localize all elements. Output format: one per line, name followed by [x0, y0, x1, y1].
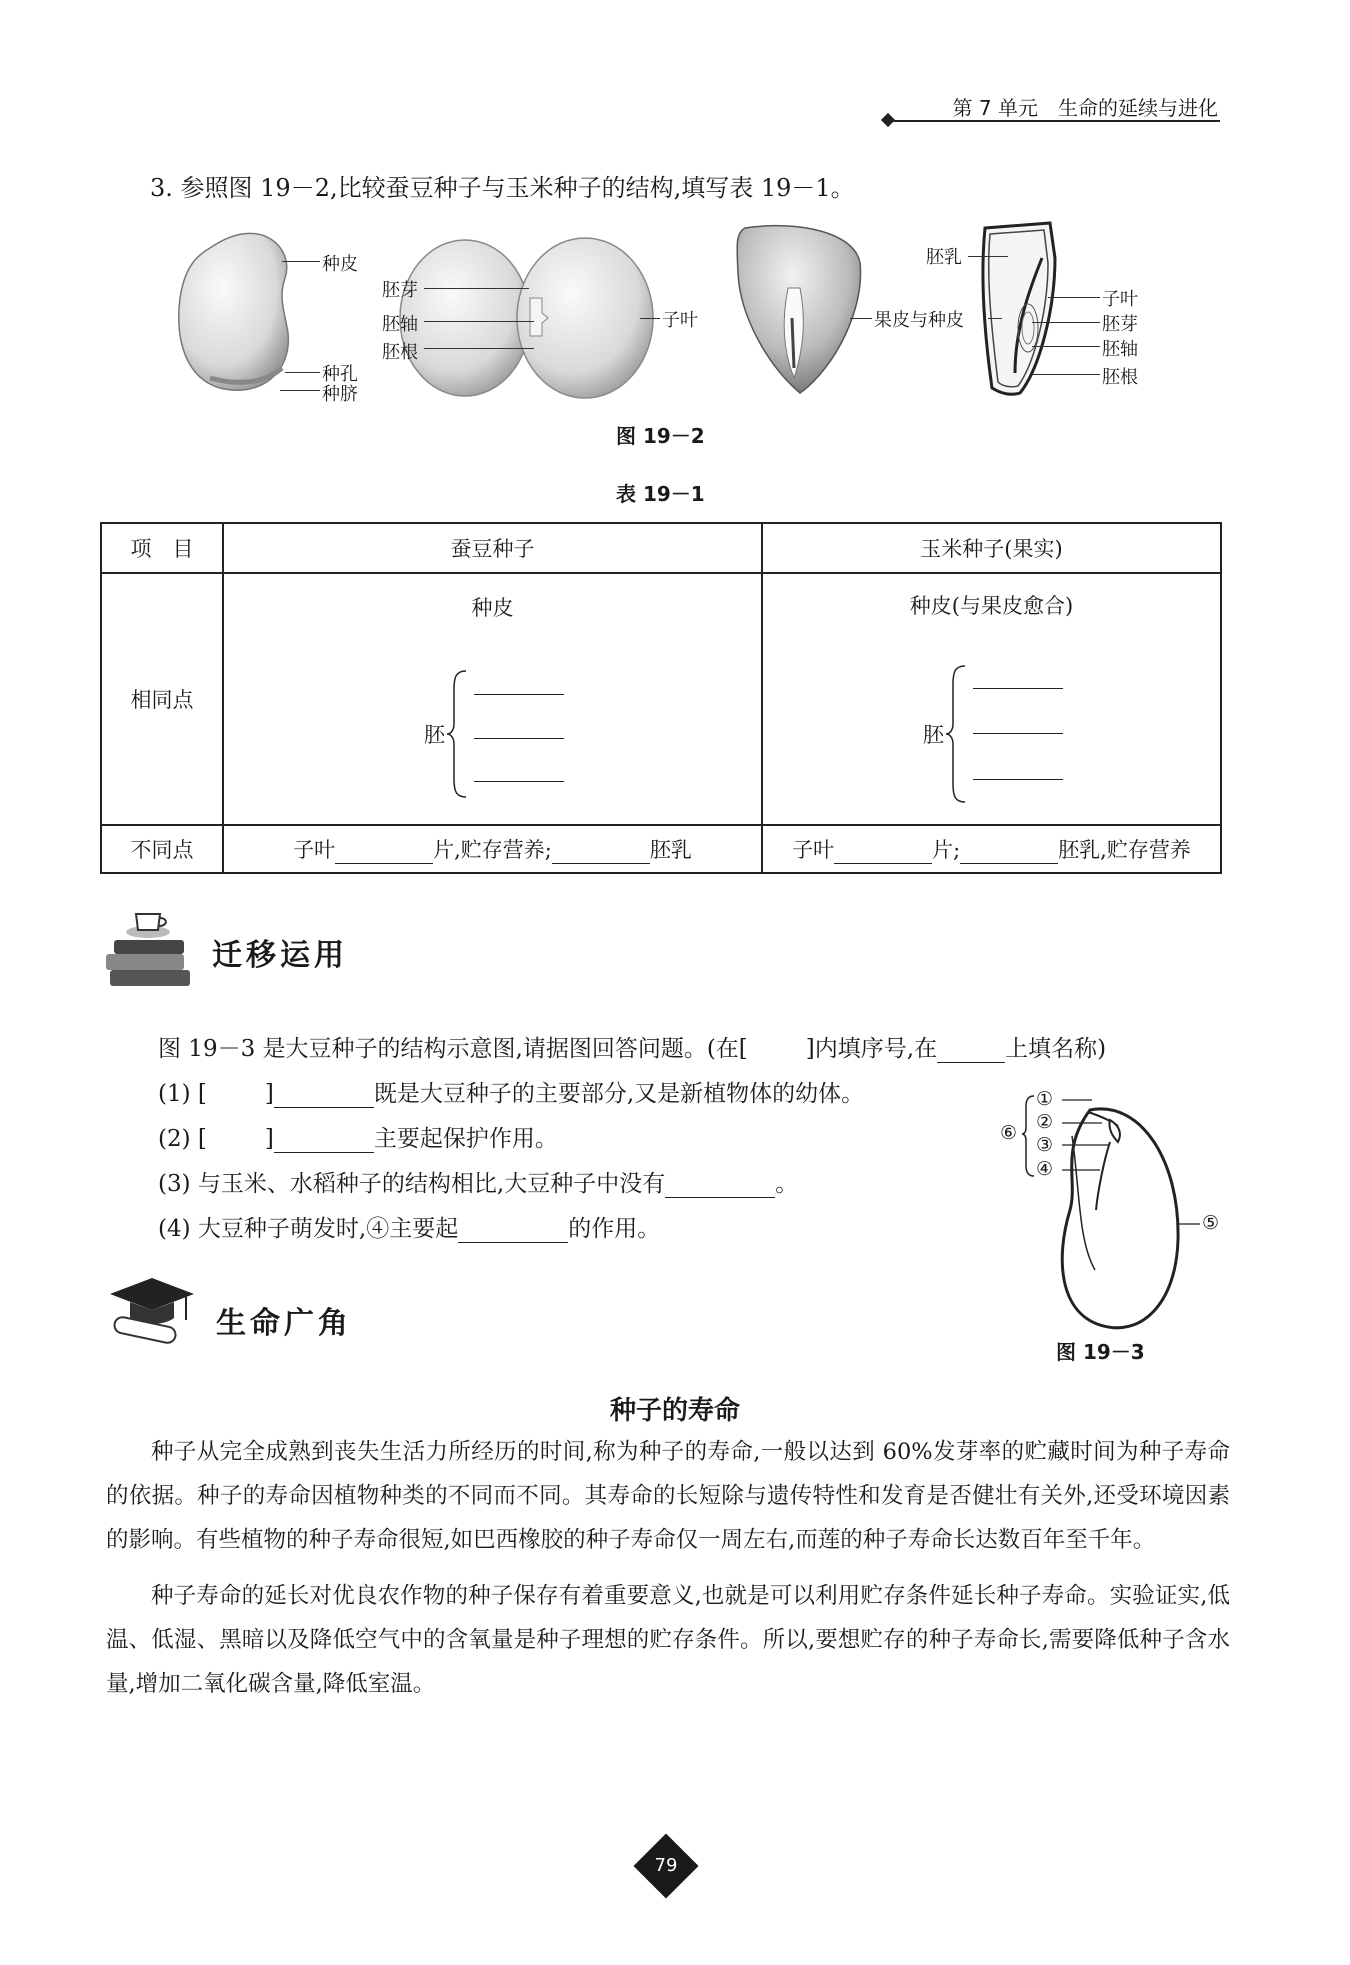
header-corn: 玉米种子(果实)	[762, 523, 1221, 573]
label-1: ①	[1036, 1088, 1054, 1110]
cell-bean-same	[223, 573, 762, 825]
leader-line	[1048, 297, 1100, 298]
essay-paragraph: 种子从完全成熟到丧失生活力所经历的时间,称为种子的寿命,一般以达到 60%发芽率的贮藏时间为种子寿命的依据。种子的寿命因植物种类的不同而不同。其寿命的长短除与遗传特性和发育是否健壮有关外,还受环境因素的影响。有些植物的种子寿命很短,如巴西橡胶的种子寿命仅一周左右,而莲的种子寿命长达数百年至千年。	[106, 1439, 1230, 1553]
row-label-diff: 不同点	[101, 825, 223, 873]
brace-icon	[446, 669, 470, 799]
blank-input[interactable]	[458, 1218, 568, 1243]
leader-line	[282, 261, 320, 262]
leader-line	[424, 321, 534, 322]
leader-line	[424, 288, 529, 289]
leader-line	[424, 348, 534, 349]
transfer-intro: 图 19－3 是大豆种子的结构示意图,请据图回答问题。(在[ ]内填序号,在 上填名称)	[158, 1036, 1107, 1062]
label-6: ⑥	[1000, 1122, 1018, 1144]
question-4: (4) 大豆种子萌发时,④主要起 的作用。	[158, 1216, 661, 1242]
question-2: (2) [ ] 主要起保护作用。	[158, 1126, 558, 1152]
blank-input[interactable]	[834, 843, 932, 864]
page-number: 79	[654, 1855, 678, 1876]
bean-whole-illustration	[179, 233, 289, 390]
soybean-diagram	[1000, 1090, 1230, 1340]
page-number-badge	[633, 1833, 698, 1898]
label-2: ②	[1036, 1111, 1054, 1133]
blank-input[interactable]	[973, 711, 1063, 734]
blank-input[interactable]	[335, 843, 433, 864]
figure-19-3-caption: 图 19－3	[1056, 1340, 1145, 1364]
blank-input[interactable]	[274, 1083, 374, 1108]
corn-section-illustration	[983, 223, 1055, 394]
bean-diff-b: 片,贮存营养;	[433, 838, 552, 862]
bean-diff-c: 胚乳	[649, 838, 692, 862]
label-corn-peigen: 胚根	[1102, 367, 1138, 388]
question-3-transfer: (3) 与玉米、水稻种子的结构相比,大豆种子中没有 。	[158, 1171, 799, 1197]
label-peiya: 胚芽	[382, 280, 418, 301]
label-guopi-zhongpi: 果皮与种皮	[874, 310, 964, 331]
corn-diff-c: 胚乳,贮存营养	[1058, 838, 1191, 862]
header-rule	[890, 120, 1220, 122]
bean-embryo-label: 胚	[424, 723, 445, 747]
label-peizhou: 胚轴	[382, 314, 418, 335]
label-peigen: 胚根	[382, 342, 418, 363]
label-zhongkong: 种孔	[322, 364, 358, 385]
blank-input[interactable]	[973, 757, 1063, 780]
blank-input[interactable]	[960, 843, 1058, 864]
label-3: ③	[1036, 1134, 1054, 1156]
leader-line	[1032, 374, 1100, 375]
label-corn-peiya: 胚芽	[1102, 314, 1138, 335]
leader-line	[280, 390, 320, 391]
corn-seed-coat: 种皮(与果皮愈合)	[909, 594, 1074, 618]
table-19-1-caption: 表 19－1	[616, 482, 705, 506]
comparison-table	[100, 522, 1222, 874]
header-bean: 蚕豆种子	[223, 523, 762, 573]
figure-19-2	[170, 218, 1190, 408]
table-header-row	[101, 523, 1221, 573]
header-item: 项 目	[101, 523, 223, 573]
unit-header: 第 7 单元 生命的延续与进化	[952, 96, 1218, 120]
essay-paragraph: 种子寿命的延长对优良农作物的种子保存有着重要意义,也就是可以利用贮存条件延长种子寿命。实验证实,低温、低湿、黑暗以及降低空气中的含氧量是种子理想的贮存条件。所以,要想贮存的种子寿命长,需要降低种子含水量,增加二氧化碳含量,降低室温。	[106, 1583, 1230, 1697]
blank-input[interactable]	[973, 666, 1063, 689]
corn-embryo-label: 胚	[923, 723, 944, 747]
leader-line	[1032, 322, 1100, 323]
blank-input[interactable]	[274, 1128, 374, 1153]
blank-input[interactable]	[937, 1038, 1005, 1063]
leader-line	[850, 318, 872, 319]
leader-line	[285, 372, 320, 373]
corn-diff-b: 片;	[932, 838, 961, 862]
essay-body	[106, 1430, 1230, 1706]
leader-line	[640, 318, 660, 319]
table-row-same	[101, 573, 1221, 825]
bean-seed-coat: 种皮	[471, 596, 514, 620]
label-4: ④	[1036, 1158, 1054, 1180]
blank-input[interactable]	[973, 802, 1063, 825]
label-corn-peizhou: 胚轴	[1102, 339, 1138, 360]
blank-input[interactable]	[552, 843, 650, 864]
blank-input[interactable]	[474, 716, 564, 739]
label-corn-ziye: 子叶	[1102, 289, 1138, 310]
table-row-diff	[101, 825, 1221, 873]
section-title-transfer: 迁移运用	[212, 938, 348, 973]
blank-input[interactable]	[474, 672, 564, 695]
bean-opened-illustration	[400, 238, 653, 398]
label-5: ⑤	[1202, 1212, 1220, 1234]
leader-line	[1032, 346, 1100, 347]
bean-diff-a: 子叶	[293, 838, 336, 862]
label-zhongqi: 种脐	[322, 384, 358, 405]
corn-kernel-illustration	[737, 226, 860, 393]
books-coffee-icon	[100, 908, 196, 998]
blank-input[interactable]	[474, 802, 564, 825]
corn-diff-a: 子叶	[792, 838, 835, 862]
leader-line	[968, 256, 1008, 257]
blank-input[interactable]	[665, 1173, 775, 1198]
label-ziye: 子叶	[662, 310, 698, 331]
question-3: 3. 参照图 19－2,比较蚕豆种子与玉米种子的结构,填写表 19－1。	[150, 174, 855, 202]
question-1: (1) [ ] 既是大豆种子的主要部分,又是新植物体的幼体。	[158, 1081, 865, 1107]
blank-input[interactable]	[474, 759, 564, 782]
section-title-life: 生命广角	[216, 1306, 352, 1341]
leader-line	[988, 318, 1002, 319]
label-peiru: 胚乳	[926, 247, 962, 268]
essay-title: 种子的寿命	[609, 1396, 740, 1426]
cell-bean-diff	[223, 825, 762, 873]
figure-19-2-caption: 图 19－2	[616, 424, 705, 448]
header-diamond-icon	[881, 113, 895, 127]
row-label-same: 相同点	[101, 573, 223, 825]
cell-corn-diff	[762, 825, 1221, 873]
cell-corn-same	[762, 573, 1221, 825]
label-zhongpi: 种皮	[322, 254, 358, 275]
graduation-cap-icon	[100, 1272, 200, 1352]
brace-icon	[945, 664, 969, 804]
